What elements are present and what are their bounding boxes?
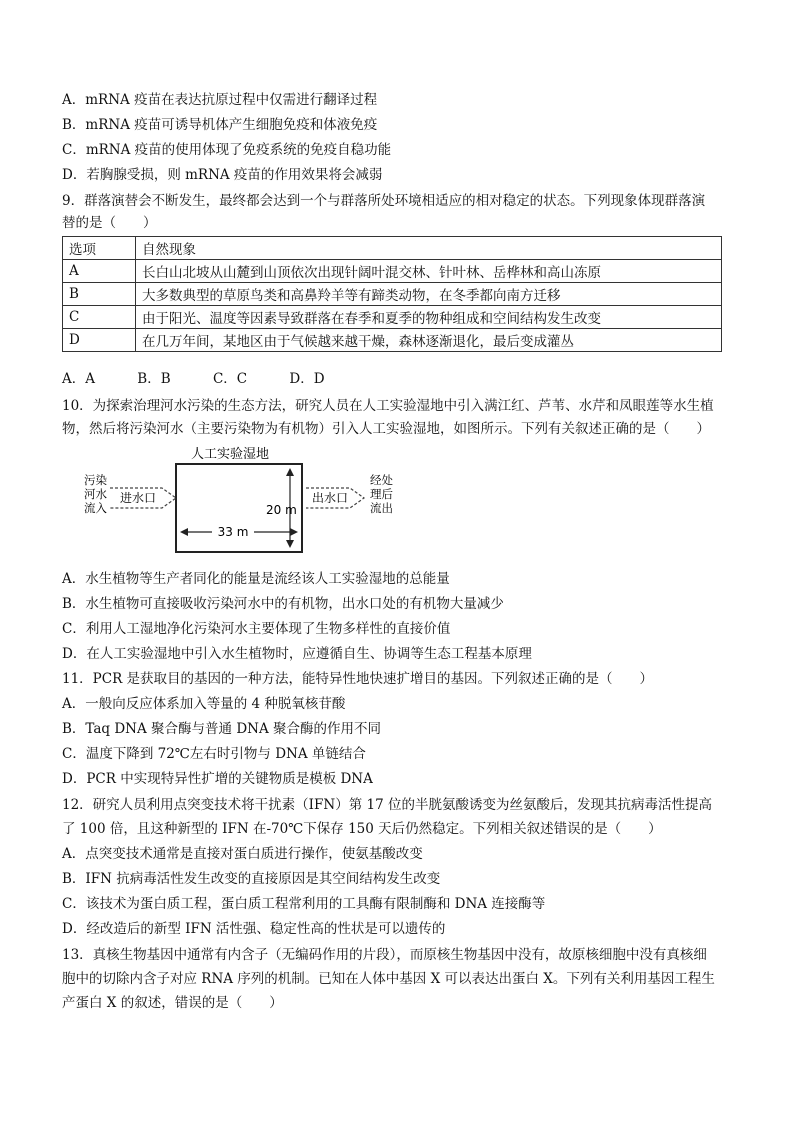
table-cell: D [63, 329, 136, 352]
q10-stem-line1: 10．为探索治理河水污染的生态方法，研究人员在人工实验湿地中引入满江红、芦苇、水芹和凤眼莲等水生植 [62, 398, 714, 414]
q9-choice-a: A．A [62, 371, 95, 387]
q11-option-d: D．PCR 中实现特异性扩增的关键物质是模板 DNA [62, 771, 373, 787]
table-header-row [63, 237, 722, 260]
table-cell: 由于阳光、温度等因素导致群落在春季和夏季的物种组成和空间结构发生改变 [136, 306, 722, 329]
table-cell: 大多数典型的草原鸟类和高鼻羚羊等有蹄类动物，在冬季都向南方迁移 [136, 283, 722, 306]
q12-option-d: D．经改造后的新型 IFN 活性强、稳定性高的性状是可以遗传的 [62, 921, 446, 937]
q9-stem-line2: 替的是（ ） [62, 215, 157, 231]
q8-option-d: D．若胸腺受损，则 mRNA 疫苗的作用效果将会减弱 [62, 167, 383, 183]
inlet-label-2: 河水 [84, 487, 107, 501]
q10-option-d: D．在人工实验湿地中引入水生植物时，应遵循自生、协调等生态工程基本原理 [62, 646, 532, 662]
q9-table [62, 236, 722, 352]
arrow-head-icon [180, 528, 188, 536]
table-cell: C [63, 306, 136, 329]
height-label: 20 m [266, 503, 297, 517]
table-cell: 长白山北坡从山麓到山顶依次出现针阔叶混交林、针叶林、岳桦林和高山冻原 [136, 260, 722, 283]
q9-stem-line1: 9．群落演替会不断发生，最终都会达到一个与群落所处环境相适应的相对稳定的状态。下列现象体现群落演 [62, 193, 706, 209]
outlet-label-3: 流出 [370, 501, 393, 515]
q12-stem-line1: 12．研究人员利用点突变技术将干扰素（IFN）第 17 位的半胱氨酸诱变为丝氨酸后，发现其抗病毒活性提高 [62, 797, 712, 813]
arrow-head-icon [286, 540, 294, 548]
q11-stem: 11．PCR 是获取目的基因的一种方法，能特异性地快速扩增目的基因。下列叙述正确的是（ ） [62, 671, 654, 687]
table-cell: B [63, 283, 136, 306]
q12-option-a: A．点突变技术通常是直接对蛋白质进行操作，使氨基酸改变 [62, 846, 423, 862]
q11-option-a: A．一般向反应体系加入等量的 4 种脱氧核苷酸 [62, 696, 346, 712]
outlet-label-1: 经处 [370, 473, 393, 487]
table-row [63, 306, 722, 329]
table-row [63, 260, 722, 283]
q11-option-c: C．温度下降到 72℃左右时引物与 DNA 单链结合 [62, 746, 366, 762]
table-cell: A [63, 260, 136, 283]
diagram-title: 人工实验湿地 [190, 447, 270, 462]
q10-stem-line2: 物，然后将污染河水（主要污染物为有机物）引入人工实验湿地，如图所示。下列有关叙述正确的是（ ） [62, 421, 710, 437]
table-header-cell: 选项 [63, 237, 136, 260]
q12-option-c: C．该技术为蛋白质工程，蛋白质工程常利用的工具酶有限制酶和 DNA 连接酶等 [62, 896, 546, 912]
table-cell: 在几万年间，某地区由于气候越来越干燥，森林逐渐退化，最后变成灌丛 [136, 329, 722, 352]
q9-choices [62, 370, 363, 388]
q9-choice-d: D．D [289, 371, 325, 387]
table-header-cell: 自然现象 [136, 237, 722, 260]
outlet-text: 出水口 [312, 491, 349, 505]
q10-option-b: B．水生植物可直接吸收污染河水中的有机物，出水口处的有机物大量减少 [62, 596, 504, 612]
table-row [63, 329, 722, 352]
q13-stem-line1: 13．真核生物基因中通常有内含子（无编码作用的片段），而原核生物基因中没有，故原核细胞中没有真核细 [62, 947, 707, 963]
q10-option-a: A．水生植物等生产者同化的能量是流经该人工实验湿地的总能量 [62, 571, 450, 587]
wetland-diagram [70, 440, 430, 562]
q12-stem-line2: 了 100 倍，且这种新型的 IFN 在-70℃下保存 150 天后仍然稳定。下列相关叙述错误的是（ ） [62, 821, 662, 837]
q13-stem-line2: 胞中的切除内含子对应 RNA 序列的机制。已知在人体中基因 X 可以表达出蛋白 X。下列有关利用基因工程生 [62, 971, 715, 987]
q10-option-c: C．利用人工湿地净化污染河水主要体现了生物多样性的直接价值 [62, 621, 451, 637]
q12-option-b: B．IFN 抗病毒活性发生改变的直接原因是其空间结构发生改变 [62, 871, 441, 887]
q8-option-b: B．mRNA 疫苗可诱导机体产生细胞免疫和体液免疫 [62, 117, 378, 133]
q8-option-c: C．mRNA 疫苗的使用体现了免疫系统的免疫自稳功能 [62, 142, 392, 158]
q13-stem-line3: 产蛋白 X 的叙述，错误的是（ ） [62, 995, 283, 1011]
inlet-label-3: 流入 [84, 501, 107, 515]
inlet-label-1: 污染 [84, 473, 107, 487]
q9-choice-b: B．B [137, 371, 171, 387]
arrow-head-icon [286, 468, 294, 476]
inlet-text: 进水口 [120, 491, 157, 505]
q8-option-a: A．mRNA 疫苗在表达抗原过程中仅需进行翻译过程 [62, 92, 378, 108]
table-row [63, 283, 722, 306]
outlet-label-2: 理后 [370, 487, 393, 501]
q9-choice-c: C．C [212, 371, 248, 387]
arrow-head-icon [290, 528, 298, 536]
q11-option-b: B．Taq DNA 聚合酶与普通 DNA 聚合酶的作用不同 [62, 721, 382, 737]
width-label: 33 m [217, 525, 249, 539]
